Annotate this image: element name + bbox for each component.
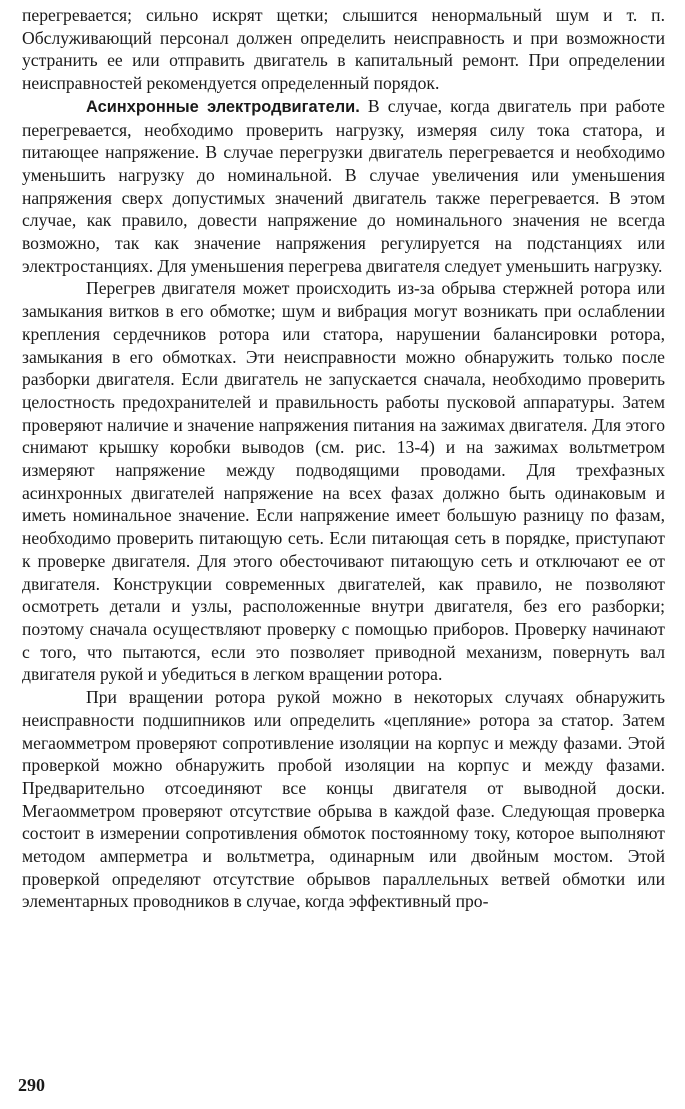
paragraph-2-text: В случае, когда двигатель при работе перегревается, необходимо проверить нагрузку, измеряя силу тока статора, и питающее напряжение. В случае перегрузки двигатель перегревается и необходимо уменьшить нагрузку до номинальной. В случае увеличения или уменьшения напряжения сверх допустимых значений двигатель также перегревается. В этом случае, как правило, довести напряжение до номинального значения не всегда возможно, так как значение напряжения регулируется на подстанциях или электростанциях. Для уменьшения перегрева двигателя следует уменьшить нагрузку. [22, 95, 665, 276]
page-number: 290 [18, 1075, 45, 1095]
paragraph-4-text: При вращении ротора рукой можно в некоторых случаях обнаружить неисправности подшипников или определить «цепляние» ротора за статор. Затем мегаомметром проверяют сопротивление изоляции на корпус и между фазами. Этой проверкой можно обнаружить пробой изоляции на корпус и между фазами. Предварительно отсоединяют все концы двигателя от выводной доски. Мегаомметром проверяют отсутствие обрыва в каждой фазе. Следующая проверка состоит в измерении сопротивления обмоток постоянному току, которое выполняют методом амперметра и вольтметра, одинарным или двойным мостом. Этой проверкой определяют отсутствие обрывов параллельных ветвей обмотки или элементарных проводников в случае, когда эффективный про- [22, 687, 665, 912]
document-page [22, 4, 665, 913]
section-heading-async-motors: Асинхронные электродвигатели. [86, 97, 360, 116]
paragraph-1-text: перегревается; сильно искрят щетки; слышится ненормальный шум и т. п. Обслуживающий персонал должен определить неисправность и при возможности устранить ее или отправить двигатель в капитальный ремонт. При определении неисправностей рекомендуется определенный порядок. [22, 5, 665, 94]
paragraph-3-text: Перегрев двигателя может происходить из-за обрыва стержней ротора или замыкания витков в его обмотке; шум и вибрация могут возникать при ослаблении крепления сердечников ротора или статора, нарушении балансировки ротора, замыкания в его обмотках. Эти неисправности можно обнаружить только после разборки двигателя. Если двигатель не запускается сначала, необходимо проверить целостность предохранителей и правильность работы пусковой аппаратуры. Затем проверяют наличие и значение напряжения питания на зажимах двигателя. Для этого снимают крышку коробки выводов (см. рис. 13-4) и на зажимах вольтметром измеряют напряжение между подводящими проводами. Для трехфазных асинхронных двигателей напряжение на всех фазах должно быть одинаковым и иметь номинальное значение. Если напряжение имеет большую разницу по фазам, необходимо проверить питающую сеть. Если питающая сеть в порядке, приступают к проверке двигателя. Для этого обесточивают питающую сеть и отключают ее от двигателя. Конструкции современных двигателей, как правило, не позволяют осмотреть детали и узлы, расположенные внутри двигателя, без его разборки; поэтому сначала осуществляют проверку с помощью приборов. Проверку начинают с того, что пытаются, если это позволяет приводной механизм, повернуть вал двигателя рукой и убедиться в легком вращении ротора. [22, 278, 665, 685]
paragraph-1 [22, 4, 665, 95]
paragraph-3 [22, 277, 665, 686]
paragraph-2 [22, 95, 665, 278]
paragraph-4 [22, 686, 665, 913]
